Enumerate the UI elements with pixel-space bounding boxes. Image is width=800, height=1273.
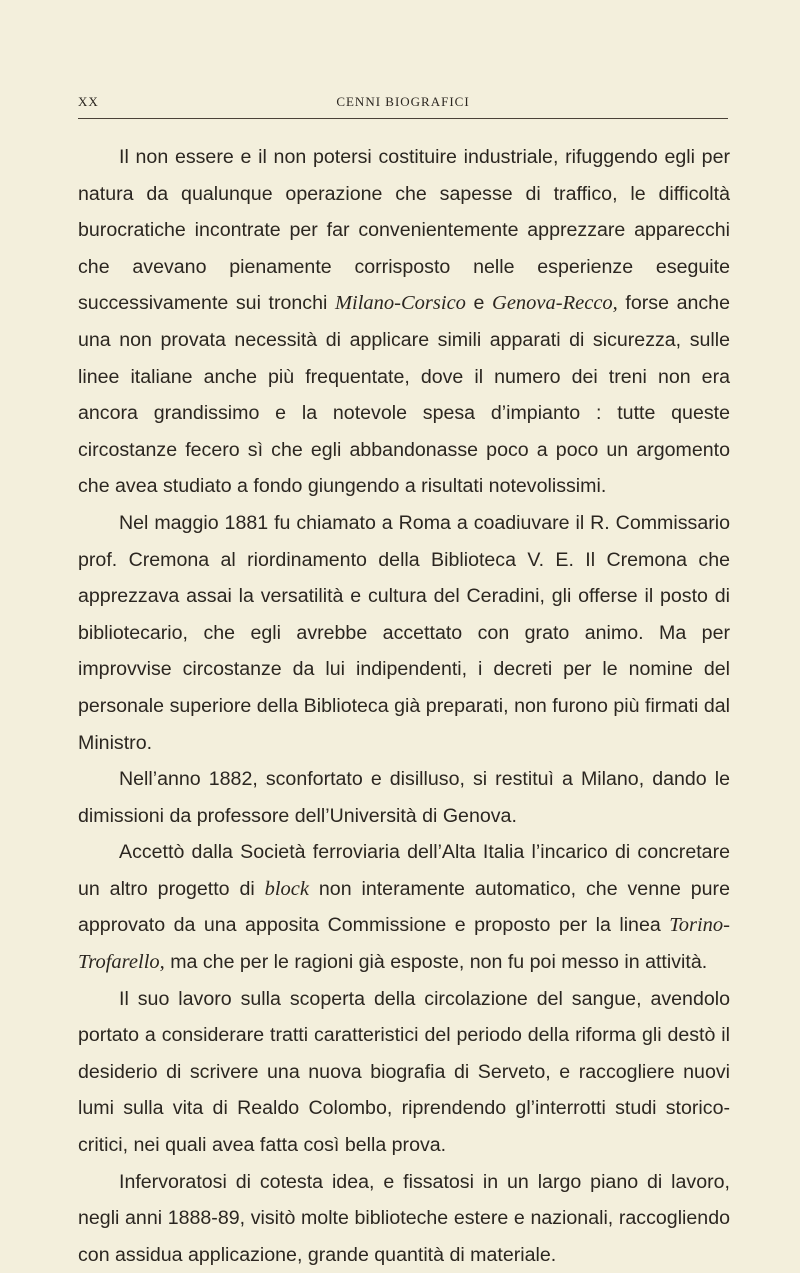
body-text bbox=[78, 139, 730, 1273]
paragraph: Nell’anno 1882, sconfortato e disilluso, si restituì a Milano, dando le dimissioni da professore dell’Università di Genova. bbox=[78, 768, 730, 827]
paragraph: Infervoratosi di cotesta idea, e fissatosi in un largo piano di lavoro, negli anni 1888-89, visitò molte biblioteche estere e nazionali, raccogliendo con assidua applicazione, grande quantità di materiale. bbox=[78, 1170, 730, 1266]
page-number: XX bbox=[78, 94, 99, 109]
paragraph: Nel maggio 1881 fu chiamato a Roma a coadiuvare il R. Commissario prof. Cremona al riordinamento della Biblioteca V. E. Il Cremona che apprezzava assai la versatilità e cultura del Ceradini, gli offerse il posto di bibliotecario, che egli avrebbe accettato con grato animo. Ma per improvvise circostanze da lui indipendenti, i decreti per le nomine del personale superiore della Biblioteca già preparati, non furono più firmati dal Ministro. bbox=[78, 511, 730, 754]
italic-place-name: Torino-Trofarello, bbox=[78, 914, 730, 974]
running-head bbox=[78, 94, 728, 114]
paragraph: Accettò dalla Società ferroviaria dell’Alta Italia l’incarico di concretare un altro progetto di block non interamente automatico, che venne pure approvato da una apposita Commissione e proposto per la linea Torino-Trofarello, ma che per le ragioni già esposte, non fu poi messo in attività. bbox=[78, 841, 730, 974]
italic-place-name: Genova-Recco, bbox=[492, 292, 618, 315]
header-rule bbox=[78, 118, 728, 119]
italic-place-name: Milano-Corsico bbox=[334, 292, 466, 315]
paragraph: Il non essere e il non potersi costituire industriale, rifuggendo egli per natura da qualunque operazione che sapesse di traffico, le difficoltà burocratiche incontrate per far convenientemente apprezzare apparecchi che avevano pienamente corrisposto nelle esperienze eseguite successivamente sui tronchi Milano-Corsico e Genova-Recco, forse anche una non provata necessità di applicare simili apparati di sicurezza, sulle linee italiane anche più frequentate, dove il numero dei treni non era ancora grandissimo e la notevole spesa d’impianto : tutte queste circostanze fecero sì che egli abbandonasse poco a poco un argomento che avea studiato a fondo giungendo a risultati notevolissimi. bbox=[78, 146, 730, 498]
paragraph: Il suo lavoro sulla scoperta della circolazione del sangue, avendolo portato a considerare tratti caratteristici del periodo della riforma gli destò il desiderio di scrivere una nuova biografia di Serveto, e raccogliere nuovi lumi sulla vita di Realdo Colombo, riprendendo gl’interrotti studi storico-critici, nei quali avea fatta così bella prova. bbox=[78, 987, 730, 1157]
running-title: CENNI BIOGRAFICI bbox=[336, 94, 470, 109]
italic-term: block bbox=[264, 877, 310, 900]
